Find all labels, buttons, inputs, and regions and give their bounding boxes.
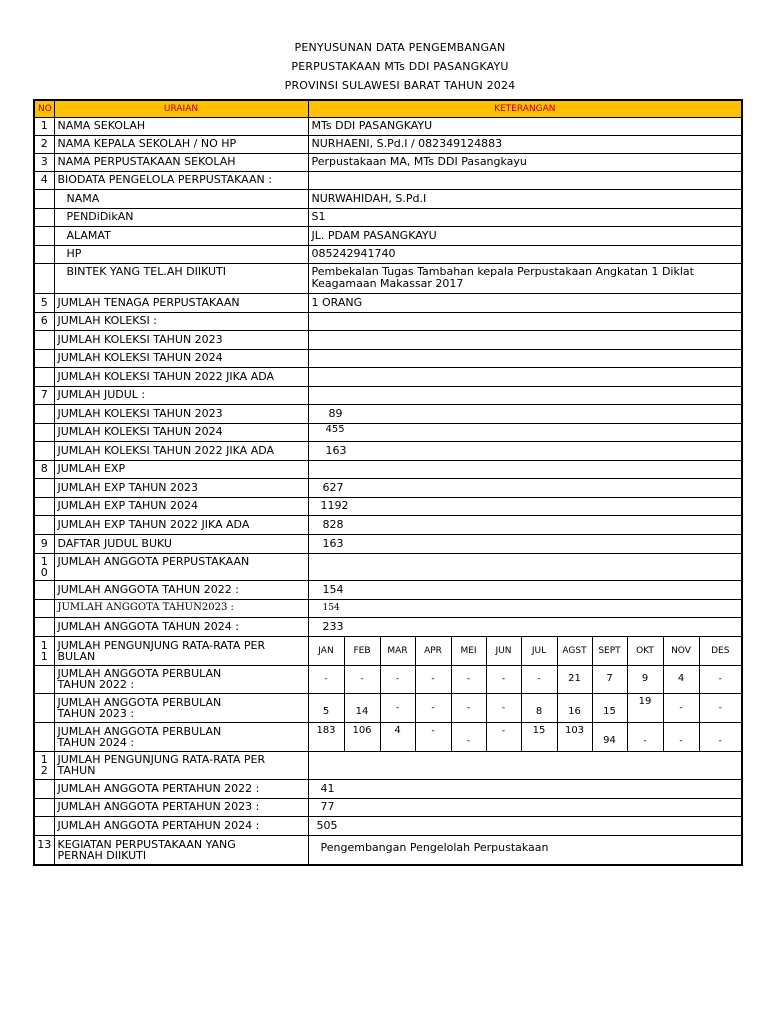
row-value: 085242941740 — [308, 245, 742, 263]
row-label: PENDiDikAN — [54, 208, 308, 226]
table-row — [34, 497, 742, 515]
title-line-3: PROVINSI SULAWESI BARAT TAHUN 2024 — [284, 79, 516, 92]
table-row-monthly-2023 — [34, 693, 742, 722]
row-value: 627 — [308, 478, 742, 497]
table-row — [34, 404, 742, 423]
month-value: - — [679, 735, 683, 746]
title-line-2: PERPUSTAKAAN MTs DDI PASANGKAYU — [291, 60, 509, 73]
table-row-monthly-2024 — [34, 722, 742, 751]
table-row-monthly-2022 — [34, 665, 742, 693]
table-row — [34, 816, 742, 835]
table-row — [34, 245, 742, 263]
row-label: BIODATA PENGELOLA PERPUSTAKAAN : — [54, 171, 308, 189]
month-value: 106 — [352, 724, 372, 736]
month-value: - — [501, 725, 506, 736]
month-value: - — [308, 665, 344, 693]
row-label: NAMA SEKOLAH — [54, 117, 308, 135]
table-row — [34, 460, 742, 478]
table-row — [34, 553, 742, 580]
row-number: 8 — [34, 460, 54, 478]
month-value: 183 — [316, 724, 336, 736]
row-label: ALAMAT — [54, 226, 308, 245]
month-header: AGST — [557, 636, 592, 665]
month-value: - — [466, 735, 471, 746]
row-value: Pengembangan Pengelolah Perpustakaan — [308, 835, 742, 865]
month-value: 15 — [532, 724, 546, 736]
row-label: KEGIATAN PERPUSTAKAAN YANG PERNAH DIIKUTI — [54, 835, 308, 865]
row-value: 163 — [308, 441, 742, 460]
row-value: 455 — [308, 423, 742, 441]
row-value: 1192 — [308, 497, 742, 515]
month-value: - — [663, 693, 699, 722]
month-header: JAN — [308, 636, 344, 665]
month-value: 15 — [603, 705, 616, 717]
month-value: - — [699, 665, 742, 693]
table-row — [34, 117, 742, 135]
row-label: JUMLAH EXP TAHUN 2023 — [54, 478, 308, 497]
row-number: 3 — [34, 153, 54, 171]
month-value: 16 — [568, 705, 581, 717]
row-number: 5 — [34, 293, 54, 312]
month-value: - — [451, 665, 486, 693]
row-value: 154 — [308, 599, 742, 617]
table-row — [34, 478, 742, 497]
table-row — [34, 263, 742, 293]
month-header: JUN — [486, 636, 521, 665]
table-row — [34, 135, 742, 153]
row-label: JUMLAH KOLEKSI TAHUN 2022 JIKA ADA — [54, 441, 308, 460]
month-header: NOV — [663, 636, 699, 665]
col-header-keterangan: KETERANGAN — [308, 100, 742, 117]
row-label: NAMA PERPUSTAKAAN SEKOLAH — [54, 153, 308, 171]
row-value: JL. PDAM PASANGKAYU — [308, 226, 742, 245]
row-value: 154 — [308, 580, 742, 599]
row-label: JUMLAH PENGUNJUNG RATA-RATA PER BULAN — [54, 636, 308, 665]
row-label: JUMLAH EXP TAHUN 2024 — [54, 497, 308, 515]
row-label: JUMLAH JUDUL : — [54, 386, 308, 404]
row-label: JUMLAH ANGGOTA PERBULAN TAHUN 2022 : — [54, 665, 308, 693]
row-number: 1 0 — [34, 553, 54, 580]
row-label: DAFTAR JUDUL BUKU — [54, 534, 308, 553]
month-value: - — [699, 693, 742, 722]
row-label: BINTEK YANG TEL.AH DIIKUTI — [54, 263, 308, 293]
table-row — [34, 599, 742, 617]
row-value: Pembekalan Tugas Tambahan kepala Perpustakaan Angkatan 1 Diklat Keagamaan Makassar 2017 — [308, 263, 742, 293]
table-row — [34, 423, 742, 441]
month-value: - — [380, 665, 415, 693]
table-row — [34, 330, 742, 349]
row-value: 233 — [308, 617, 742, 636]
month-value: 4 — [394, 724, 401, 736]
month-value: - — [451, 693, 486, 722]
row-value: 1 ORANG — [308, 293, 742, 312]
month-value: - — [643, 735, 647, 746]
table-row — [34, 534, 742, 553]
row-value: 163 — [308, 534, 742, 553]
row-number: 2 — [34, 135, 54, 153]
row-label: JUMLAH ANGGOTA TAHUN 2022 : — [54, 580, 308, 599]
row-number: 13 — [34, 835, 54, 865]
month-value: - — [344, 665, 380, 693]
row-value: NURWAHIDAH, S.Pd.I — [308, 189, 742, 208]
month-header: DES — [699, 636, 742, 665]
row-label: JUMLAH ANGGOTA TAHUN 2024 : — [54, 617, 308, 636]
month-header: OKT — [627, 636, 663, 665]
month-value: 94 — [603, 734, 616, 746]
row-number: 6 — [34, 312, 54, 330]
month-value: 5 — [322, 705, 330, 717]
month-value: - — [415, 693, 451, 722]
table-row — [34, 171, 742, 189]
row-label: NAMA — [54, 189, 308, 208]
row-label: JUMLAH ANGGOTA TAHUN2023 : — [54, 599, 308, 617]
row-label: JUMLAH KOLEKSI TAHUN 2023 — [54, 330, 308, 349]
row-number: 4 — [34, 171, 54, 189]
month-header: APR — [415, 636, 451, 665]
row-label: JUMLAH KOLEKSI TAHUN 2024 — [54, 423, 308, 441]
table-row — [34, 349, 742, 367]
month-value: 19 — [638, 695, 652, 707]
row-label: JUMLAH ANGGOTA PERBULAN TAHUN 2024 : — [54, 722, 308, 751]
month-value: - — [380, 693, 415, 722]
row-value: 505 — [308, 816, 742, 835]
month-value: 7 — [592, 665, 627, 693]
table-row-month-header — [34, 636, 742, 665]
row-value: 77 — [308, 798, 742, 816]
table-row — [34, 835, 742, 865]
month-header: JUL — [521, 636, 557, 665]
month-value: 21 — [557, 665, 592, 693]
table-row — [34, 798, 742, 816]
row-value: 828 — [308, 515, 742, 534]
table-row — [34, 367, 742, 386]
row-label: JUMLAH PENGUNJUNG RATA-RATA PER TAHUN — [54, 751, 308, 779]
row-value: NURHAENI, S.Pd.I / 082349124883 — [308, 135, 742, 153]
row-label: JUMLAH EXP — [54, 460, 308, 478]
row-label: JUMLAH ANGGOTA PERBULAN TAHUN 2023 : — [54, 693, 308, 722]
month-value: - — [486, 693, 521, 722]
table-row — [34, 189, 742, 208]
table-row — [34, 617, 742, 636]
row-number: 7 — [34, 386, 54, 404]
month-value: - — [486, 665, 521, 693]
row-value: 89 — [308, 404, 742, 423]
table-row — [34, 226, 742, 245]
month-header: MEI — [451, 636, 486, 665]
month-value: - — [431, 725, 435, 736]
row-value: S1 — [308, 208, 742, 226]
row-label: JUMLAH ANGGOTA PERTAHUN 2024 : — [54, 816, 308, 835]
month-value: - — [521, 665, 557, 693]
month-value: 9 — [627, 665, 663, 693]
row-value: MTs DDI PASANGKAYU — [308, 117, 742, 135]
row-label: JUMLAH KOLEKSI TAHUN 2024 — [54, 349, 308, 367]
month-value: - — [718, 735, 722, 746]
table-row — [34, 208, 742, 226]
row-number: 1 2 — [34, 751, 54, 779]
title-line-1: PENYUSUNAN DATA PENGEMBANGAN — [294, 41, 506, 54]
row-number: 1 1 — [34, 636, 54, 665]
row-label: HP — [54, 245, 308, 263]
row-label: JUMLAH ANGGOTA PERTAHUN 2022 : — [54, 779, 308, 798]
row-label: JUMLAH ANGGOTA PERTAHUN 2023 : — [54, 798, 308, 816]
table-header-row — [34, 100, 742, 117]
row-label: JUMLAH KOLEKSI : — [54, 312, 308, 330]
row-label: JUMLAH TENAGA PERPUSTAKAAN — [54, 293, 308, 312]
month-value: - — [415, 665, 451, 693]
row-label: JUMLAH KOLEKSI TAHUN 2023 — [54, 404, 308, 423]
month-value: 4 — [663, 665, 699, 693]
table-row — [34, 293, 742, 312]
table-row — [34, 515, 742, 534]
month-value: 8 — [535, 705, 543, 717]
col-header-uraian: URAIAN — [54, 100, 308, 117]
table-row — [34, 386, 742, 404]
row-value: Perpustakaan MA, MTs DDI Pasangkayu — [308, 153, 742, 171]
table-row — [34, 441, 742, 460]
row-number: 9 — [34, 534, 54, 553]
month-value: 14 — [355, 705, 369, 717]
table-row — [34, 779, 742, 798]
row-number: 1 — [34, 117, 54, 135]
month-header: SEPT — [592, 636, 627, 665]
month-header: MAR — [380, 636, 415, 665]
document-title — [0, 38, 768, 95]
month-value: 103 — [564, 724, 585, 736]
col-header-no: NO — [34, 100, 54, 117]
table-row — [34, 312, 742, 330]
month-header: FEB — [344, 636, 380, 665]
data-table — [33, 99, 743, 866]
table-row — [34, 751, 742, 779]
row-label: NAMA KEPALA SEKOLAH / NO HP — [54, 135, 308, 153]
row-label: JUMLAH EXP TAHUN 2022 JIKA ADA — [54, 515, 308, 534]
row-label: JUMLAH KOLEKSI TAHUN 2022 JIKA ADA — [54, 367, 308, 386]
row-value — [308, 171, 742, 189]
table-row — [34, 580, 742, 599]
row-label: JUMLAH ANGGOTA PERPUSTAKAAN — [54, 553, 308, 580]
table-row — [34, 153, 742, 171]
row-value: 41 — [308, 779, 742, 798]
